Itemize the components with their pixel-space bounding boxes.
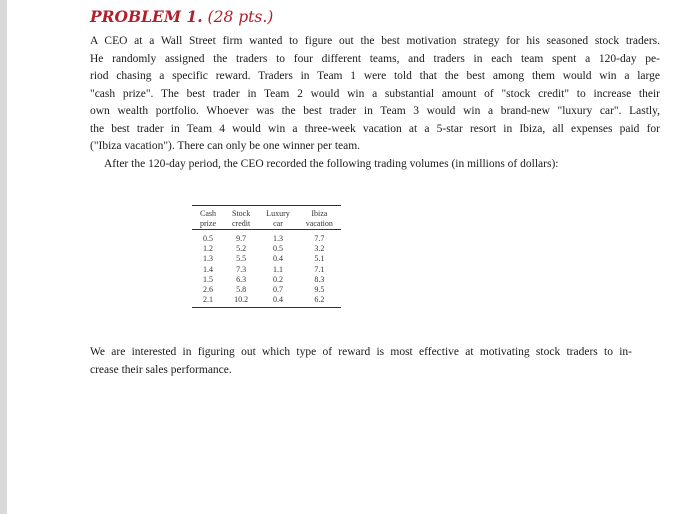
table-cell: 1.1 [273,264,284,274]
intro-line: A CEO at a Wall Street firm wanted to figure out the best motivation strategy for his seasoned stock traders. [90,35,660,47]
table-row [192,295,341,308]
trading-volume-table [192,205,341,308]
table-cell: 6.2 [298,295,341,308]
closing-line: crease their sales performance. [90,364,232,376]
table-cell: 6.3 [236,274,247,284]
table-cell: 3.2 [314,244,325,254]
table-cell: 2.6 [203,285,213,295]
table-cell: 7.7 [314,234,325,243]
table-cell: 9.5 [314,285,325,295]
problem-heading [90,7,273,26]
after-line: After the 120-day period, the CEO recorded the following trading volumes (in millions of dollars): [104,157,559,170]
header-cash-prize: Cash prize [192,206,224,230]
table-row [192,275,341,285]
table-cell: 7.3 [236,264,247,274]
after-paragraph [90,156,660,174]
problem-label: PROBLEM 1. [90,7,203,26]
table-cell: 0.5 [203,234,213,243]
table-cell: 10.2 [224,295,258,308]
table-header-row [192,206,341,230]
table-cell: 0.7 [273,285,284,295]
table-cell: 0.4 [258,295,298,308]
closing-paragraph [90,343,632,379]
table-cell: 7.1 [314,264,325,274]
table-cell: 0.4 [273,254,284,264]
table-row [192,285,341,295]
problem-points: (28 pts.) [207,8,274,26]
left-margin-bar [0,0,7,514]
problem-statement [90,33,660,173]
table-row [192,254,341,264]
intro-line: riod chasing a specific reward. Traders in Team 1 were told that the best among them would win a large [90,70,660,82]
intro-line: ("Ibiza vacation"). There can only be one winner per team. [90,140,361,152]
header-stock-credit: Stock credit [224,206,258,230]
table-cell: 5.1 [314,254,325,264]
intro-line: "cash prize". The best trader in Team 2 would win a substantial amount of "stock credit" to increase their [90,87,660,100]
table-cell: 8.3 [314,274,325,284]
intro-line: the best trader in Team 4 would win a three-week vacation at a 5-star resort in Ibiza, all expenses paid for [90,122,660,135]
closing-line: We are interested in figuring out which type of reward is most effective at motivating stock traders to in- [90,346,632,358]
table-cell: 0.5 [273,244,284,254]
table-cell: 1.4 [203,264,213,274]
table-cell: 1.3 [203,254,213,264]
table-row [192,265,341,275]
table-cell: 5.8 [236,285,247,295]
table-cell: 5.2 [236,244,247,254]
table-cell: 1.5 [203,274,213,284]
table-cell: 1.3 [273,234,284,243]
intro-line: He randomly assigned the traders to four different teams, and traders in each team spent a 120-day pe- [90,52,660,65]
table-cell: 1.2 [203,244,213,254]
table-row [192,244,341,254]
table-row [192,230,341,245]
header-luxury-car: Luxury car [258,206,298,230]
intro-line: own wealth portfolio. Whoever was the best trader in Team 3 would win a brand-new "luxury car". Lastly, [90,105,660,117]
intro-paragraph [90,33,660,156]
table-cell: 5.5 [236,254,247,264]
table-cell: 0.2 [273,274,284,284]
table-cell: 2.1 [192,295,224,308]
header-ibiza-vacation: Ibiza vacation [298,206,341,230]
table-cell: 9.7 [236,234,247,243]
